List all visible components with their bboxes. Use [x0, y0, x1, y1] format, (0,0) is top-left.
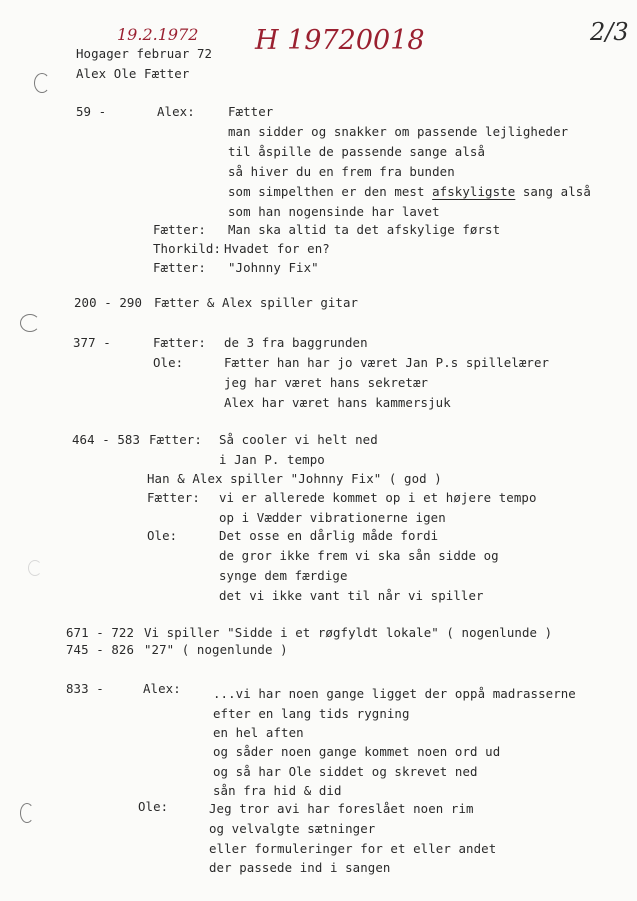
counter-833: 833 - — [66, 681, 104, 696]
transcript-line: Han & Alex spiller "Johnny Fix" ( god ) — [147, 471, 442, 486]
counter-464-583: 464 - 583 — [72, 432, 141, 447]
transcript-line: "27" ( nogenlunde ) — [144, 642, 288, 657]
speaker-ole: Ole: — [138, 799, 169, 814]
transcript-line: synge dem færdige — [219, 568, 348, 583]
speaker-faetter: Fætter: — [149, 432, 202, 447]
text-part: sang alså — [515, 184, 591, 199]
transcript-line: Man ska altid ta det afskylige først — [228, 222, 501, 237]
transcript-line: og såder noen gange kommet noen ord ud — [213, 744, 501, 759]
speaker-alex: Alex: — [143, 681, 181, 696]
transcript-line: eller formuleringer for et eller andet — [209, 841, 497, 856]
punch-hole-top — [34, 73, 50, 93]
counter-59: 59 - — [76, 104, 107, 119]
speaker-alex: Alex: — [157, 104, 195, 119]
transcript-line: Hvadet for en? — [224, 241, 330, 256]
transcript-line: de 3 fra baggrunden — [224, 335, 368, 350]
transcript-line: vi er allerede kommet op i et højere tempo — [219, 490, 537, 505]
speaker-faetter: Fætter: — [153, 260, 206, 275]
transcript-line: op i Vædder vibrationerne igen — [219, 510, 446, 525]
transcript-line: Så cooler vi helt ned — [219, 432, 378, 447]
speaker-ole: Ole: — [147, 528, 178, 543]
counter-745-826: 745 - 826 — [66, 642, 135, 657]
transcript-line: Fætter han har jo været Jan P.s spillelærer — [224, 355, 550, 370]
transcript-line: og velvalgte sætninger — [209, 821, 376, 836]
counter-671-722: 671 - 722 — [66, 625, 135, 640]
punch-hole-faint — [28, 560, 42, 576]
transcript-line: det vi ikke vant til når vi spiller — [219, 588, 484, 603]
transcript-line: Fætter — [228, 104, 274, 119]
transcript-line: Vi spiller "Sidde i et røgfyldt lokale" ( nogenlunde ) — [144, 625, 553, 640]
transcript-line: jeg har været hans sekretær — [224, 375, 429, 390]
transcript-line: der passede ind i sangen — [209, 860, 391, 875]
transcript-line: Jeg tror avi har foreslået noen rim — [209, 801, 474, 816]
handwritten-archive-id: H 19720018 — [255, 25, 425, 56]
handwritten-date: 19.2.1972 — [117, 25, 199, 44]
speaker-thorkild: Thorkild: — [153, 241, 222, 256]
transcript-line: Fætter & Alex spiller gitar — [154, 295, 359, 310]
counter-377: 377 - — [73, 335, 111, 350]
transcript-line: i Jan P. tempo — [219, 452, 325, 467]
counter-200-290: 200 - 290 — [74, 295, 143, 310]
transcript-line: til åspille de passende sange alså — [228, 144, 486, 159]
transcript-line: de gror ikke frem vi ska sån sidde og — [219, 548, 499, 563]
transcript-line: Alex har været hans kammersjuk — [224, 395, 451, 410]
underlined-word: afskyligste — [432, 184, 516, 199]
transcript-line: Det osse en dårlig måde fordi — [219, 528, 439, 543]
punch-hole-middle — [20, 314, 40, 332]
text-part: som simpelthen er den mest — [228, 184, 433, 199]
transcript-line: så hiver du en frem fra bunden — [228, 164, 455, 179]
transcript-line: en hel aften — [213, 725, 304, 740]
transcript-line: man sidder og snakker om passende lejligheder — [228, 124, 569, 139]
speaker-ole: Ole: — [153, 355, 184, 370]
punch-hole-bottom — [20, 803, 34, 823]
speaker-faetter: Fætter: — [153, 222, 206, 237]
header-participants: Alex Ole Fætter — [76, 66, 190, 81]
transcript-line: ...vi har noen gange ligget der oppå madrasserne — [213, 686, 576, 701]
header-location-date: Hogager februar 72 — [76, 46, 213, 61]
speaker-faetter: Fætter: — [147, 490, 200, 505]
transcript-line: sån fra hid & did — [213, 783, 342, 798]
handwritten-page-number: 2/3 — [590, 18, 629, 46]
speaker-faetter: Fætter: — [153, 335, 206, 350]
transcript-line: "Johnny Fix" — [228, 260, 319, 275]
transcript-line: efter en lang tids rygning — [213, 706, 410, 721]
transcript-line: og så har Ole siddet og skrevet ned — [213, 764, 478, 779]
transcript-line: som han nogensinde har lavet — [228, 204, 440, 219]
transcript-line-underlined — [228, 186, 591, 198]
